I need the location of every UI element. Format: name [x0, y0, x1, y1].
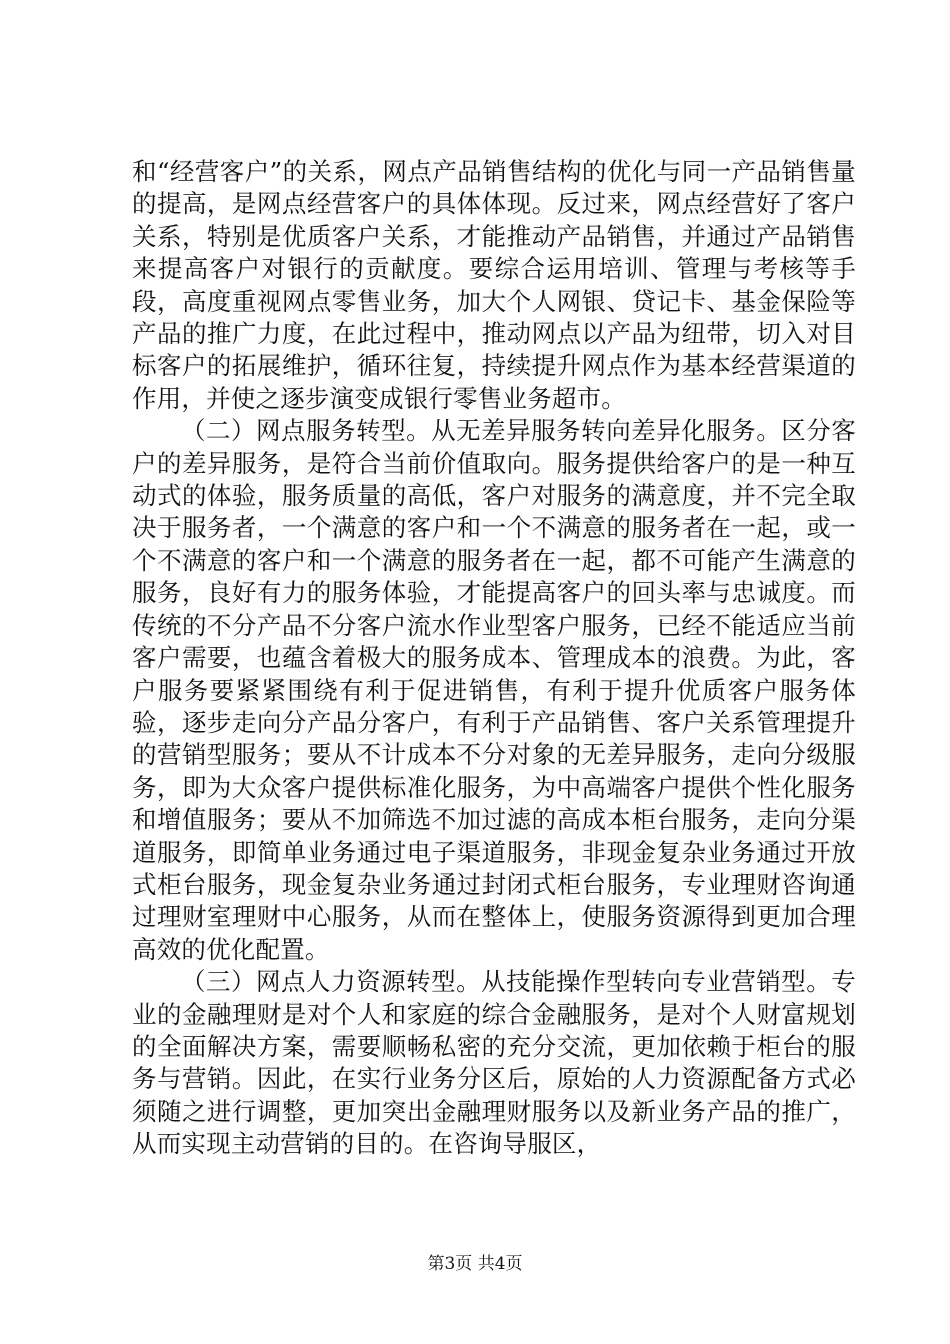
paragraph-2: （二）网点服务转型。从无差异服务转向差异化服务。区分客户的差异服务，是符合当前价值取向。服务提供给客户的是一种互动式的体验，服务质量的高低，客户对服务的满意度，并不完全取决于服务者，一个满意的客户和一个不满意的服务者在一起，或一个不满意的客户和一个满意的服务者在一起，都不可能产生满意的服务，良好有力的服务体验，才能提高客户的回头率与忠诚度。而传统的不分产品不分客户流水作业型客户服务，已经不能适应当前客户需要，也蕴含着极大的服务成本、管理成本的浪费。为此，客户服务要紧紧围绕有利于促进销售，有利于提升优质客户服务体验，逐步走向分产品分客户，有利于产品销售、客户关系管理提升的营销型服务；要从不计成本不分对象的无差异服务，走向分级服务，即为大众客户提供标准化服务，为中高端客户提供个性化服务和增值服务；要从不加筛选不加过滤的高成本柜台服务，走向分渠道服务，即简单业务通过电子渠道服务，非现金复杂业务通过开放式柜台服务，现金复杂业务通过封闭式柜台服务，专业理财咨询通过理财室理财中心服务，从而在整体上，使服务资源得到更加合理高效的优化配置。 — [132, 416, 856, 964]
page-footer: 第3页 共4页 — [427, 1254, 523, 1274]
paragraph-1: 和“经营客户”的关系，网点产品销售结构的优化与同一产品销售量的提高，是网点经营客户的具体体现。反过来，网点经营好了客户关系，特别是优质客户关系，才能推动产品销售，并通过产品销售来提高客户对银行的贡献度。要综合运用培训、管理与考核等手段，高度重视网点零售业务，加大个人网银、贷记卡、基金保险等产品的推广力度，在此过程中，推动网点以产品为纽带，切入对目标客户的拓展维护，循环往复，持续提升网点作为基本经营渠道的作用，并使之逐步演变成银行零售业务超市。 — [132, 157, 856, 413]
paragraph-3: （三）网点人力资源转型。从技能操作型转向专业营销型。专业的金融理财是对个人和家庭的综合金融服务，是对个人财富规划的全面解决方案，需要顺畅私密的充分交流，更加依赖于柜台的服务与营销。因此，在实行业务分区后，原始的人力资源配备方式必须随之进行调整，更加突出金融理财服务以及新业务产品的推广，从而实现主动营销的目的。在咨询导服区， — [132, 967, 856, 1159]
body-text — [132, 156, 856, 1161]
